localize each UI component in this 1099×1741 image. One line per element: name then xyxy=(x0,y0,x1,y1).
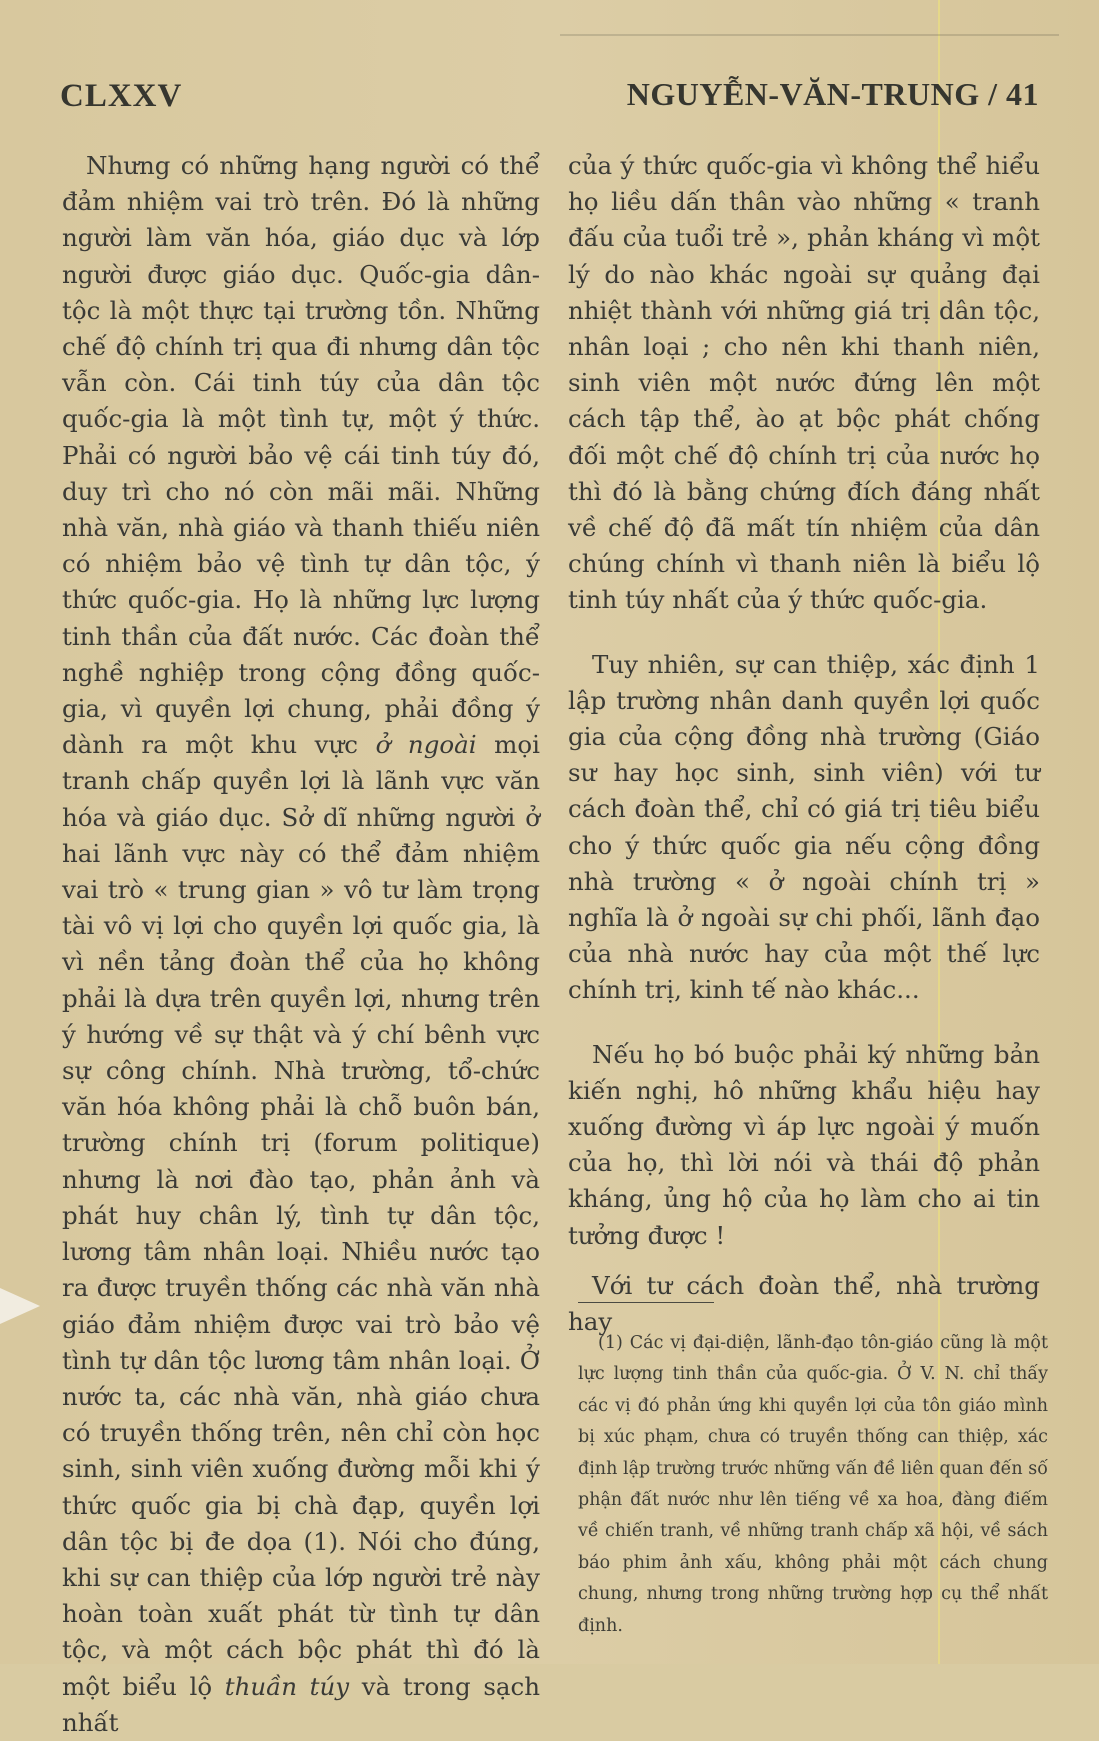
italic-text: ở ngoài xyxy=(375,730,477,760)
bleed-through-mark xyxy=(560,34,1059,50)
footnote-rule xyxy=(578,1302,714,1303)
paragraph: Nếu họ bó buộc phải ký những bản kiến nghị, hô những khẩu hiệu hay xuống đường vì áp lực ngoài ý muốn của họ, thì lời nói và thái độ phản kháng, ủng hộ của họ làm cho ai tin tưởng được ! xyxy=(568,1039,1040,1250)
paragraph xyxy=(62,148,540,1741)
running-header: NGUYỄN-VĂN-TRUNG / 41 xyxy=(626,76,1039,112)
paragraph: của ý thức quốc-gia vì không thể hiểu họ liều dấn thân vào những « tranh đấu của tuổi trẻ », phản kháng vì một lý do nào khác ngoài sự quảng đại nhiệt thành với những giá trị dân tộc, nhân loại ; cho nên khi thanh niên, sinh viên một nước đứng lên một cách tập thể, ào ạt bộc phát chống đối một chế độ chính trị của nước họ thì đó là bằng chứng đích đáng nhất về chế độ đã mất tín nhiệm của dân chúng chính vì thanh niên là biểu lộ tinh túy nhất của ý thức quốc-gia. xyxy=(568,151,1040,615)
italic-text: thuần túy xyxy=(224,1671,350,1701)
left-column xyxy=(62,148,540,1741)
page-tear xyxy=(0,1288,40,1324)
paragraph-text: Nhưng có những hạng người có thể đảm nhiệm vai trò trên. Đó là những người làm văn hóa, giáo dục và lớp người được giáo dục. Quốc-gia dân-tộc là một thực tại trường tồn. Những chế độ chính trị qua đi nhưng dân tộc vẫn còn. Cái tinh túy của dân tộc quốc-gia là một tình tự, một ý thức. Phải có người bảo vệ cái tinh túy đó, duy trì cho nó còn mãi mãi. Những nhà văn, nhà giáo và thanh thiếu niên có nhiệm bảo vệ tình tự dân tộc, ý thức quốc-gia. Họ là những lực lượng tinh thần của đất nước. Các đoàn thể nghề nghiệp trong cộng đồng quốc-gia, vì quyền lợi chung, phải đồng ý dành ra một khu vực xyxy=(62,151,540,760)
right-column xyxy=(568,148,1040,1340)
footnote: (1) Các vị đại-diện, lãnh-đạo tôn-giáo cũng là một lực lượng tinh thần của quốc-gia. Ở V. N. chỉ thấy các vị đó phản ứng khi quyền lợi của tôn giáo mình bị xúc phạm, chưa có truyền thống can thiệp, xác định lập trường trước những vấn đề liên quan đến số phận đất nước như lên tiếng về xa hoa, đàng điếm về chiến tranh, về những tranh chấp xã hội, về sách báo phim ảnh xấu, không phải một cách chung chung, nhưng trong những trường hợp cụ thể nhất định. xyxy=(578,1333,1048,1636)
paragraph-text: mọi tranh chấp quyền lợi là lãnh vực văn hóa và giáo dục. Sở dĩ những người ở hai lãnh vực này có thể đảm nhiệm vai trò « trung gian » vô tư làm trọng tài vô vị lợi cho quyền lợi quốc gia, là vì nền tảng đoàn thể của họ không phải là dựa trên quyền lợi, nhưng trên ý hướng về sự thật và ý chí bênh vực sự công chính. Nhà trường, tổ-chức văn hóa không phải là chỗ buôn bán, trường chính trị (forum politique) nhưng là nơi đào tạo, phản ảnh và phát huy chân lý, tình tự dân tộc, lương tâm nhân loại. Nhiều nước tạo ra được truyền thống các nhà văn nhà giáo đảm nhiệm được vai trò bảo vệ tình tự dân tộc lương tâm nhân loại. Ở nước ta, các nhà văn, nhà giáo chưa có truyền thống trên, nên chỉ còn học sinh, sinh viên xuống đường mỗi khi ý thức quốc gia bị chà đạp, quyền lợi dân tộc bị đe dọa (1). Nói cho đúng, khi sự can thiệp của lớp người trẻ này hoàn toàn xuất phát từ tình tự dân tộc, và một cách bộc phát thì đó là một biểu lộ xyxy=(62,730,540,1701)
paragraph: Với tư cách đoàn thể, nhà trường hay xyxy=(568,1270,1040,1337)
paragraph: Tuy nhiên, sự can thiệp, xác định 1 lập trường nhân danh quyền lợi quốc gia của cộng đồng nhà trường (Giáo sư hay học sinh, sinh viên) với tư cách đoàn thể, chỉ có giá trị tiêu biểu cho ý thức quốc gia nếu cộng đồng nhà trường « ở ngoài chính trị » nghĩa là ở ngoài sự chi phối, lãnh đạo của nhà nước hay của một thế lực chính trị, kinh tế nào khác... xyxy=(568,649,1040,1005)
paragraph-text: và trong sạch nhất xyxy=(62,1671,540,1737)
chapter-number: CLXXV xyxy=(60,78,183,114)
